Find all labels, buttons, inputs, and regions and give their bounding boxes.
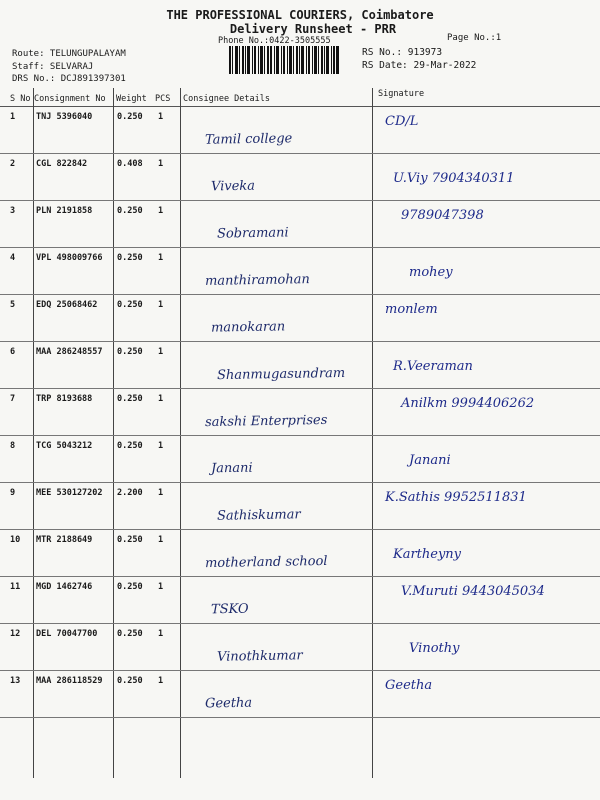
row-sno: 8 — [10, 441, 16, 451]
row-signature: 9789047398 — [401, 208, 484, 223]
table-row — [0, 482, 600, 530]
row-pcs: 1 — [158, 629, 164, 639]
runsheet-title: Delivery Runsheet - PRR — [229, 22, 397, 36]
row-pcs: 1 — [158, 253, 164, 263]
table-row — [0, 294, 600, 342]
row-consignee-name: manokaran — [210, 319, 286, 336]
row-consignee-name: Shanmugasundram — [216, 365, 346, 384]
col-consignee-details: Consignee Details — [183, 94, 270, 104]
col-weight: Weight — [116, 94, 147, 104]
row-weight: 0.250 — [117, 394, 143, 404]
row-consignee-name: Sobramani — [216, 225, 289, 242]
table-row — [0, 106, 600, 154]
row-weight: 0.250 — [117, 347, 143, 357]
company-name: THE PROFESSIONAL COURIERS, Coimbatore — [166, 8, 434, 22]
row-sno: 4 — [10, 253, 16, 263]
row-sno: 3 — [10, 206, 16, 216]
row-consignment-no: TNJ 5396040 — [36, 112, 93, 122]
row-signature: Geetha — [385, 678, 433, 693]
table-row — [0, 435, 600, 483]
row-pcs: 1 — [158, 347, 164, 357]
drs-number: DRS No.: DCJ891397301 — [12, 74, 126, 84]
row-signature: Janani — [409, 453, 451, 468]
row-consignee-name: sakshi Enterprises — [204, 412, 328, 431]
table-row — [0, 529, 600, 577]
row-weight: 0.408 — [117, 159, 143, 169]
route-info — [12, 48, 126, 86]
row-sno: 5 — [10, 300, 16, 310]
row-pcs: 1 — [158, 206, 164, 216]
row-consignment-no: EDQ 25068462 — [36, 300, 98, 310]
row-weight: 0.250 — [117, 441, 143, 451]
row-consignment-no: MEE 530127202 — [36, 488, 103, 498]
row-consignment-no: MAA 286248557 — [36, 347, 103, 357]
staff-label: Staff: SELVARAJ — [12, 61, 94, 72]
row-sno: 12 — [10, 629, 21, 639]
row-weight: 0.250 — [117, 676, 143, 686]
row-sno: 6 — [10, 347, 16, 357]
row-signature: monlem — [385, 302, 438, 317]
row-consignee-name: Tamil college — [204, 131, 293, 148]
row-sno: 9 — [10, 488, 16, 498]
rs-date: RS Date: 29-Mar-2022 — [362, 60, 477, 71]
row-signature: K.Sathis 9952511831 — [385, 490, 527, 505]
row-consignee-name: Geetha — [204, 695, 253, 712]
row-weight: 0.250 — [117, 206, 143, 216]
row-pcs: 1 — [158, 394, 164, 404]
row-sno: 1 — [10, 112, 16, 122]
row-consignee-name: TSKO — [210, 601, 249, 618]
row-consignment-no: TRP 8193688 — [36, 394, 93, 404]
row-consignment-no: DEL 70047700 — [36, 629, 98, 639]
table-row — [0, 153, 600, 201]
table-row — [0, 670, 600, 718]
table-row — [0, 388, 600, 436]
table-row — [0, 623, 600, 671]
col-sno: S No — [10, 94, 31, 104]
row-pcs: 1 — [158, 488, 164, 498]
col-consignment: Consignment No — [34, 94, 106, 104]
row-signature: V.Muruti 9443045034 — [401, 584, 545, 599]
row-signature: Anilkm 9994406262 — [401, 396, 535, 411]
row-weight: 0.250 — [117, 253, 143, 263]
row-consignee-name: Sathiskumar — [216, 507, 301, 524]
phone-number: Phone No.:0422-3505555 — [218, 36, 331, 46]
table-row — [0, 576, 600, 624]
row-consignee-name: Vinothkumar — [216, 648, 303, 665]
row-consignment-no: MTR 2188649 — [36, 535, 93, 545]
row-sno: 7 — [10, 394, 16, 404]
page-number: Page No.:1 — [447, 33, 502, 43]
row-signature: Vinothy — [409, 641, 460, 656]
row-sno: 13 — [10, 676, 21, 686]
row-signature: Kartheyny — [393, 547, 462, 562]
row-pcs: 1 — [158, 159, 164, 169]
row-signature: U.Viy 7904340311 — [393, 171, 515, 186]
row-sno: 11 — [10, 582, 21, 592]
row-pcs: 1 — [158, 582, 164, 592]
row-weight: 0.250 — [117, 629, 143, 639]
row-pcs: 1 — [158, 441, 164, 451]
rs-number: RS No.: 913973 — [362, 47, 443, 58]
row-consignment-no: MAA 286118529 — [36, 676, 103, 686]
row-sno: 2 — [10, 159, 16, 169]
rs-info — [362, 46, 476, 72]
row-weight: 0.250 — [117, 535, 143, 545]
row-consignee-name: manthiramohan — [204, 272, 310, 289]
row-pcs: 1 — [158, 676, 164, 686]
col-signature: Signature — [378, 89, 425, 99]
col-pcs: PCS — [155, 94, 171, 104]
row-consignee-name: Viveka — [210, 178, 256, 195]
row-consignee-name: motherland school — [204, 553, 328, 572]
table-row — [0, 247, 600, 295]
row-signature: CD/L — [385, 114, 419, 129]
row-consignment-no: CGL 822842 — [36, 159, 88, 169]
row-pcs: 1 — [158, 300, 164, 310]
row-sno: 10 — [10, 535, 21, 545]
table-row — [0, 200, 600, 248]
row-weight: 2.200 — [117, 488, 143, 498]
row-signature: R.Veeraman — [393, 359, 473, 374]
table-row — [0, 341, 600, 389]
document-title — [0, 8, 600, 36]
row-consignment-no: TCG 5043212 — [36, 441, 93, 451]
row-signature: mohey — [409, 265, 453, 280]
row-weight: 0.250 — [117, 582, 143, 592]
barcode-image — [229, 46, 339, 74]
row-pcs: 1 — [158, 112, 164, 122]
row-weight: 0.250 — [117, 300, 143, 310]
row-consignee-name: Janani — [210, 460, 253, 477]
row-pcs: 1 — [158, 535, 164, 545]
row-consignment-no: VPL 498009766 — [36, 253, 103, 263]
row-weight: 0.250 — [117, 112, 143, 122]
route-label: Route: TELUNGUPALAYAM — [12, 49, 126, 59]
table-header — [0, 88, 600, 107]
row-consignment-no: PLN 2191858 — [36, 206, 93, 216]
row-consignment-no: MGD 1462746 — [36, 582, 93, 592]
